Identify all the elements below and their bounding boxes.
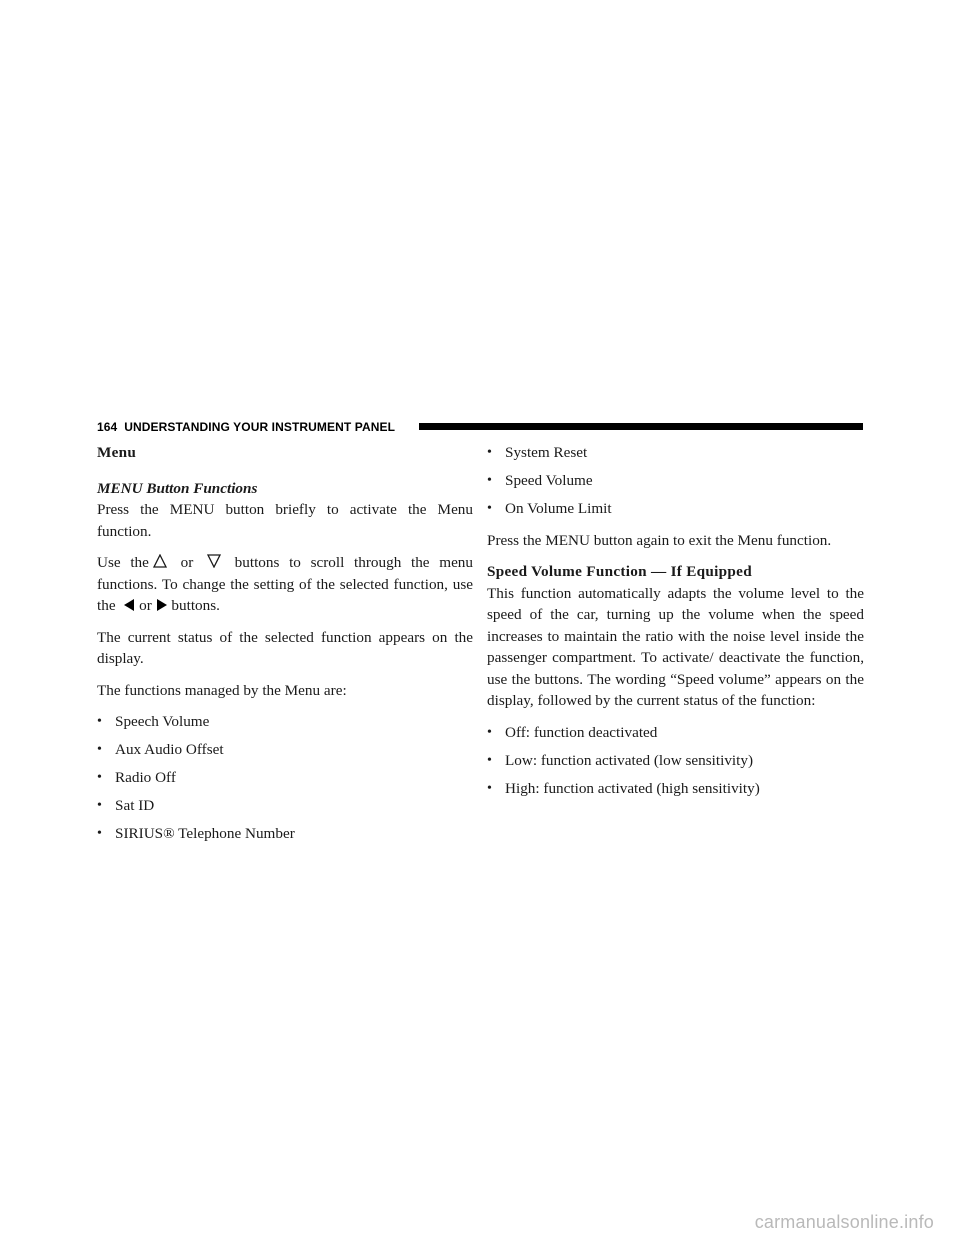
bullet-icon: •	[97, 714, 102, 729]
bullet-icon: •	[487, 473, 492, 488]
bullet-icon: •	[487, 501, 492, 516]
menu-functions-list-continued	[487, 442, 864, 520]
list-item	[487, 442, 864, 464]
bullet-icon: •	[487, 780, 492, 796]
left-arrow-solid-icon	[123, 599, 135, 611]
paragraph: Press the MENU button briefly to activate the Menu function.	[97, 501, 473, 540]
list-item	[97, 823, 473, 845]
header-rule	[419, 423, 863, 430]
menu-functions-list	[97, 711, 473, 845]
header-text	[97, 419, 395, 435]
bullet-icon: •	[97, 742, 102, 757]
left-column	[97, 442, 473, 855]
bullet-icon: •	[97, 770, 102, 785]
list-item	[487, 750, 864, 772]
paragraph: Press the MENU button again to exit the Menu function.	[487, 531, 832, 549]
right-column	[487, 442, 864, 809]
paragraph: This function automatically adapts the volume level to the speed of the car, turning up the volume when the speed increases to maintain the ratio with the noise level inside the passenger compartment. To activate/ deactivate the function, use the buttons. The wording “Speed volume” appears on the display, followed by the current status of the function:	[487, 584, 864, 709]
text-fragment: or	[139, 597, 152, 614]
list-item-label: Low: function activated (low sensitivity)	[505, 751, 754, 769]
list-item-label: System Reset	[505, 444, 588, 461]
list-item-label: High: function activated (high sensitivity)	[505, 779, 760, 797]
menu-heading: Menu	[97, 444, 137, 461]
bullet-icon: •	[487, 445, 492, 460]
list-item	[97, 711, 473, 733]
list-item-label: Speech Volume	[115, 713, 210, 730]
section-title: UNDERSTANDING YOUR INSTRUMENT PANEL	[124, 420, 396, 434]
speed-volume-status-list	[487, 722, 864, 800]
text-fragment: buttons to scroll through the menu functions. To change the setting of the selected function, use the	[97, 554, 473, 614]
list-item	[487, 778, 864, 800]
paragraph: The functions managed by the Menu are:	[97, 681, 347, 699]
list-item-label: Speed Volume	[505, 472, 593, 489]
list-item	[97, 767, 473, 789]
list-item-label: On Volume Limit	[505, 500, 612, 517]
up-triangle-outline-icon	[153, 554, 167, 568]
bullet-icon: •	[487, 724, 492, 740]
list-item-label: Radio Off	[115, 769, 176, 786]
list-item	[487, 498, 864, 520]
watermark: carmanualsonline.info	[754, 1212, 934, 1232]
list-item-label: Off: function deactivated	[505, 723, 658, 741]
speed-volume-heading: Speed Volume Function — If Equipped	[487, 563, 752, 580]
page-header	[97, 419, 863, 435]
list-item	[487, 722, 864, 744]
down-triangle-outline-icon	[207, 554, 221, 568]
list-item-label: Aux Audio Offset	[115, 741, 224, 758]
list-item-label: SIRIUS® Telephone Number	[115, 825, 295, 842]
bullet-icon: •	[97, 798, 102, 813]
list-item	[97, 739, 473, 761]
scroll-instructions-paragraph	[97, 552, 473, 617]
bullet-icon: •	[487, 752, 492, 768]
text-fragment: Use the	[97, 554, 149, 571]
paragraph: The current status of the selected function appears on the display.	[97, 628, 473, 667]
list-item-label: Sat ID	[115, 797, 155, 814]
text-fragment: buttons.	[171, 597, 220, 614]
bullet-icon: •	[97, 826, 102, 841]
text-fragment: or	[180, 554, 194, 571]
right-arrow-solid-icon	[156, 599, 168, 611]
list-item	[97, 795, 473, 817]
list-item	[487, 470, 864, 492]
menu-button-functions-subheading: MENU Button Functions	[97, 479, 258, 497]
page-number: 164	[97, 420, 118, 434]
